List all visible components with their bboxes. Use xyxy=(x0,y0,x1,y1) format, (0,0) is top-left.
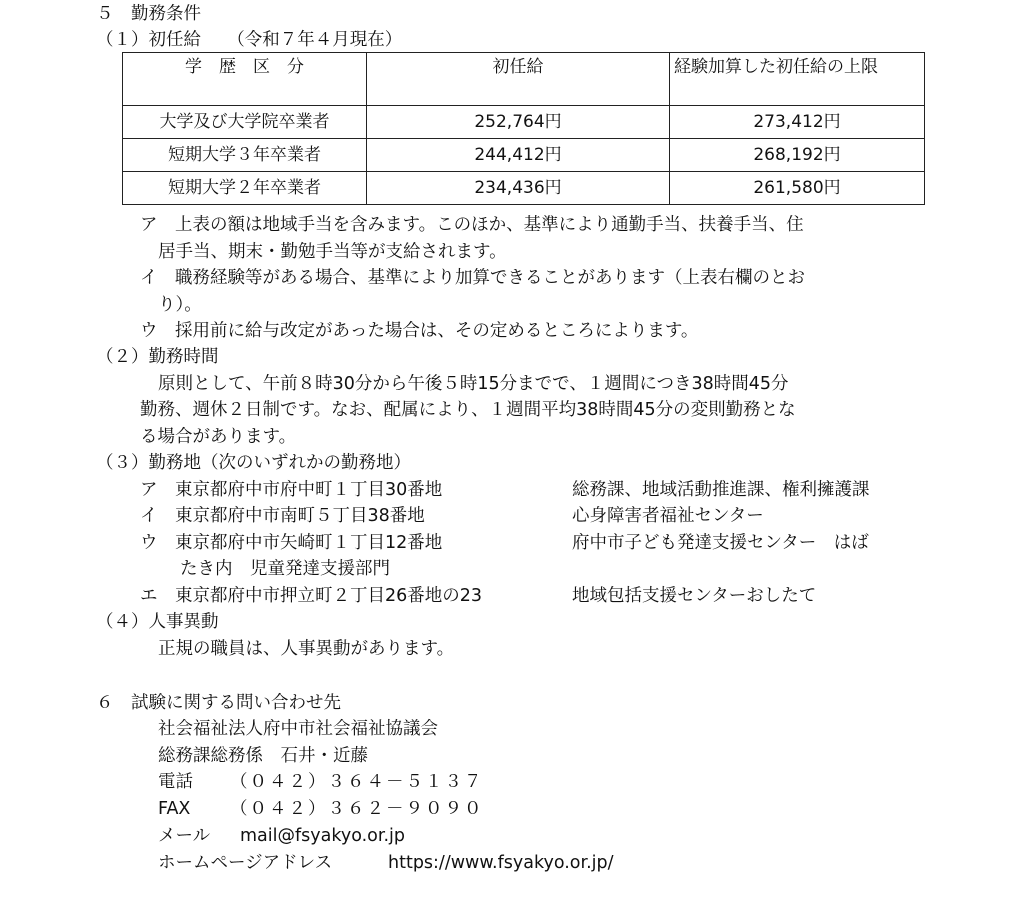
contact-tel: （０４２）３６４－５１３７ xyxy=(230,772,484,792)
work-hours-line2: 勤務、週休２日制です。なお、配属により、１週間平均38時間45分の変則勤務とな xyxy=(140,400,796,420)
location-continuation: たき内 児童発達支援部門 xyxy=(180,559,390,579)
note-a-line2: 居手当、期末・勤勉手当等が支給されます。 xyxy=(158,242,507,262)
work-hours-line1: 原則として、午前８時30分から午後５時15分までで、１週間につき38時間45分 xyxy=(158,374,789,394)
cell-max-salary: 268,192円 xyxy=(670,139,925,172)
work-hours-line3: る場合があります。 xyxy=(140,427,297,447)
work-hours-heading: （２）勤務時間 xyxy=(96,347,219,367)
table-row xyxy=(123,172,925,205)
header-education: 学 歴 区 分 xyxy=(123,53,367,106)
table-header-row xyxy=(123,53,925,106)
work-location-heading: （３）勤務地（次のいずれかの勤務地） xyxy=(96,453,411,473)
cell-starting-salary: 252,764円 xyxy=(367,106,670,139)
contact-mail[interactable]: mail@fsyakyo.or.jp xyxy=(240,826,406,846)
cell-max-salary: 273,412円 xyxy=(670,106,925,139)
contact-section: 総務課総務係 石井・近藤 xyxy=(158,746,368,766)
transfer-heading: （４）人事異動 xyxy=(96,612,219,632)
location-department: 総務課、地域活動推進課、権利擁護課 xyxy=(572,480,870,500)
location-address: ア 東京都府中市府中町１丁目30番地 xyxy=(140,480,443,500)
table-row xyxy=(123,139,925,172)
contact-mail-label: メール xyxy=(158,826,211,846)
location-department: 府中市子ども発達支援センター はば xyxy=(572,533,869,553)
contact-tel-label: 電話 xyxy=(158,772,193,792)
contact-web[interactable]: https://www.fsyakyo.or.jp/ xyxy=(388,853,614,873)
contact-fax-label: FAX xyxy=(158,799,191,819)
location-department: 地域包括支援センターおしたて xyxy=(572,586,817,606)
note-u: ウ 採用前に給与改定があった場合は、その定めるところによります。 xyxy=(140,321,699,341)
cell-max-salary: 261,580円 xyxy=(670,172,925,205)
salary-table xyxy=(122,52,925,205)
note-i-line1: イ 職務経験等がある場合、基準により加算できることがあります（上表右欄のとお xyxy=(140,268,805,288)
contact-web-label: ホームページアドレス xyxy=(158,853,333,873)
section-6-heading: ６ 試験に関する問い合わせ先 xyxy=(96,693,341,713)
location-address: エ 東京都府中市押立町２丁目26番地の23 xyxy=(140,586,483,606)
location-address: ウ 東京都府中市矢崎町１丁目12番地 xyxy=(140,533,443,553)
table-row xyxy=(123,106,925,139)
salary-subheading: （１）初任給 （令和７年４月現在） xyxy=(96,30,403,50)
section-5-heading: ５ 勤務条件 xyxy=(96,4,201,24)
cell-education: 短期大学２年卒業者 xyxy=(123,172,367,205)
header-starting-salary: 初任給 xyxy=(367,53,670,106)
location-department: 心身障害者福祉センター xyxy=(572,506,764,526)
note-a-line1: ア 上表の額は地域手当を含みます。このほか、基準により通勤手当、扶養手当、住 xyxy=(140,215,804,235)
cell-education: 大学及び大学院卒業者 xyxy=(123,106,367,139)
cell-education: 短期大学３年卒業者 xyxy=(123,139,367,172)
header-max-salary: 経験加算した初任給の上限 xyxy=(670,53,925,106)
contact-fax: （０４２）３６２－９０９０ xyxy=(230,799,484,819)
transfer-text: 正規の職員は、人事異動があります。 xyxy=(158,639,455,659)
note-i-line2: り）。 xyxy=(158,295,202,315)
cell-starting-salary: 244,412円 xyxy=(367,139,670,172)
cell-starting-salary: 234,436円 xyxy=(367,172,670,205)
location-address: イ 東京都府中市南町５丁目38番地 xyxy=(140,506,425,526)
contact-organization: 社会福祉法人府中市社会福祉協議会 xyxy=(158,719,438,739)
